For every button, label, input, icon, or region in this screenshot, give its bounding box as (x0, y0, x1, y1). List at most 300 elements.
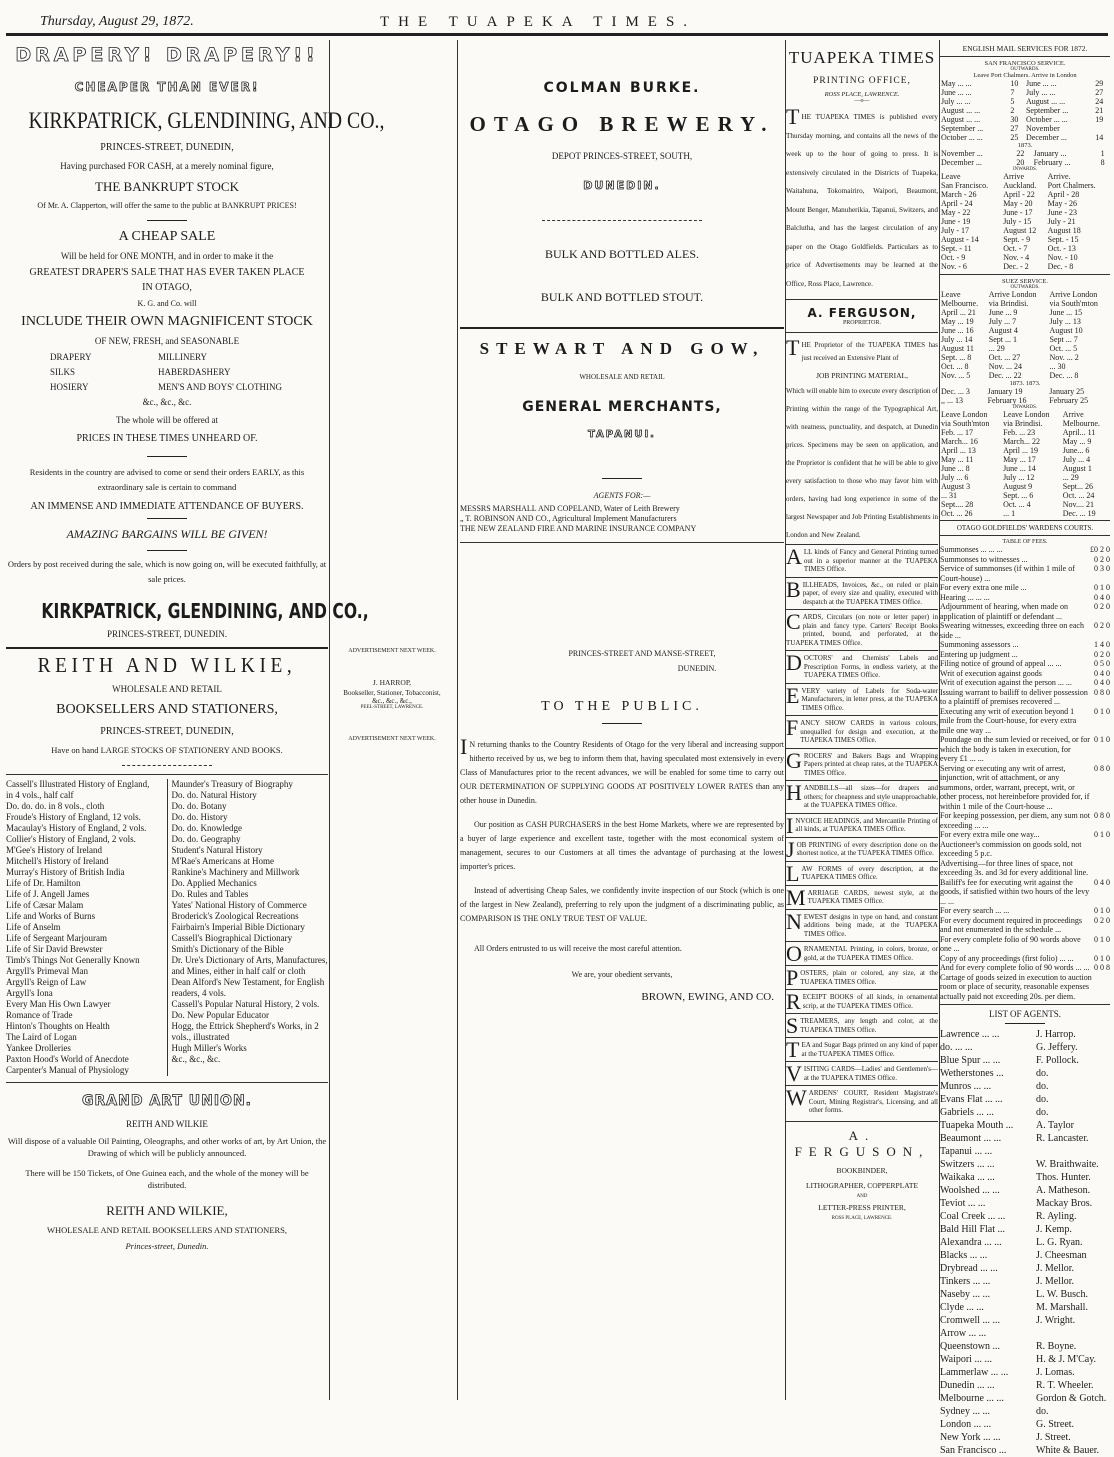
table-header-cell: via South'mton (941, 419, 990, 428)
agent-row (940, 1158, 1110, 1171)
times-intro: THE TUAPEKA TIMES is published every Thursday morning, and contains all the news of the week up to the hour of going to press. It is extensively circulated in the Districts of Tuapeka, Waitahuna, Tokomairiro, Waipori, Beaumont, Mount Benger, Manuherikia, Tapanui, Switzers, and Balclutha, and has the largest circulation of any paper on the Otago Goldfields. Particulars as to price of Advertisements may be learned at the Office, Ross Place, Lawrence. (786, 104, 938, 288)
table-header-cell: Arrive (1003, 172, 1025, 181)
table-cell: Oct. ... 24 (1062, 491, 1095, 500)
public-paragraph: IN returning thanks to the Country Residents of Otago for the very liberal and increasing support hitherto received by us, we beg to inform them that, having speculated most extensively in every Class of Manufactures prior to the recent advances, we will be enabled for some time to carry out OUR DETERMINATION OF SUPPLYING GOODS AT POSITIVELY LOWER RATES than any other house in Dunedin. (460, 734, 784, 805)
fee-row (940, 621, 1110, 640)
table-header-row (940, 419, 1110, 428)
rule (786, 299, 938, 300)
table-row (940, 473, 1110, 482)
table-cell: Nov. ... 5 (941, 371, 971, 380)
sf-inwards-table (940, 172, 1110, 271)
table-cell: 27 (1010, 124, 1019, 133)
agent-place: Drybread ... ... (940, 1263, 998, 1274)
table-row (940, 353, 1110, 362)
fee-row (940, 688, 1110, 707)
table-cell: Dec. ... 22 (988, 371, 1022, 380)
agent-name: do. (1036, 1081, 1049, 1092)
rule (940, 520, 1110, 521)
table-cell: August ... ... (941, 115, 981, 124)
depot-line: DEPOT PRINCES-STREET, SOUTH, (551, 151, 693, 161)
table-cell: February 16 (987, 396, 1027, 405)
table-row (940, 500, 1110, 509)
table-cell: May - 20 (1003, 199, 1033, 208)
fee-label: Poundage on the sum levied or received, or for which the body is taken in execution, for every £1 ... ... (940, 735, 1090, 763)
table-cell: July - 21 (1047, 217, 1076, 226)
firm-address: PRINCES-STREET, DUNEDIN. (106, 629, 228, 639)
book-item: in 4 vols., half calf (6, 790, 74, 800)
printing-ad: FANCY SHOW CARDS in various colours, unequalled for design and execution, at the TUAPEKA TIMES Office. (786, 715, 938, 748)
masthead-rule (6, 33, 1108, 36)
table-cell: Oct. ... 5 (1049, 344, 1078, 353)
plant-paragraph: Which will enable him to execute every description of Printing within the range of the Typographical Art, with neatness, punctuality, and despatch, at Dunedin prices. Specimens may be seen on application, and the Proprietor is confident that he will be able to give every satisfaction to those who may favor him with orders, having had long experience in some of the largest Newspaper and Job Printing Establishments in London and New Zealand. (786, 387, 939, 539)
intro-line: Having purchased FOR CASH, at a merely nominal figure, (60, 161, 274, 171)
agents-for: AGENTS FOR:— (593, 491, 651, 500)
agent-row (940, 1288, 1110, 1301)
agent-name: do. (1036, 1107, 1049, 1118)
agent-name: H. & J. M'Cay. (1036, 1354, 1097, 1365)
fee-amount: 0 4 0 (1094, 592, 1110, 602)
fee-label: For every extra mile one way... (940, 830, 1040, 839)
offered-line: The whole will be offered at (115, 415, 219, 425)
fee-label: Swearing witnesses, exceeding three on each side ... (940, 621, 1084, 640)
book-item: &c., &c., &c. (171, 1054, 221, 1064)
sale-line: K. G. and Co. will (137, 299, 197, 308)
table-cell: July ... 4 (1062, 455, 1091, 464)
table-cell: Nov. ... 24 (988, 362, 1023, 371)
table-cell: December ... (1025, 133, 1067, 142)
agent-place: Evans Flat ... ... (940, 1094, 1003, 1105)
agent-name: Mackay Bros. (1036, 1198, 1093, 1209)
fee-amount: 0 8 0 (1094, 811, 1110, 820)
fee-label: For every document required in proceedings and not enumerated in the schedule ... (940, 915, 1082, 934)
table-header-cell: Leave (941, 290, 961, 299)
rule (602, 478, 642, 479)
book-item: Argyll's Reign of Law (6, 977, 87, 987)
cheap-sale: A CHEAP SALE (118, 229, 216, 244)
book-item: Rankine's Machinery and Millwork (171, 867, 300, 877)
table-header-cell: Leave London (941, 410, 988, 419)
proprietor-line: PROPRIETOR. (842, 320, 882, 326)
goods-item: SILKS (50, 367, 76, 377)
year-label: 1873. 1873. (1009, 380, 1041, 387)
agent-name: W. Braithwaite. (1036, 1159, 1099, 1170)
sf-outwards-table (940, 79, 1110, 142)
table-cell: Sept. - 15 (1047, 235, 1079, 244)
table-cell: Dec. ... 8 (1049, 371, 1079, 380)
agent-place: Clyde ... ... (940, 1302, 984, 1313)
agent-row (940, 1145, 1110, 1158)
table-cell: Nov. - 10 (1047, 253, 1078, 262)
book-item: Do. do. Knowledge (171, 823, 242, 833)
table-cell: August 12 (1003, 226, 1037, 235)
ornament: —o— (854, 98, 870, 104)
rule (940, 56, 1110, 57)
agent-place: Lammerlaw ... ... (940, 1367, 1009, 1378)
table-cell: January 25 (1049, 387, 1085, 396)
table-cell: Sept.... 28 (941, 500, 974, 509)
table-cell: August 11 (941, 344, 974, 353)
printing-ad: CARDS, Circulars (on note or letter paper) in plain and fancy type. Carters' Receipt Books printed, bound, and perforated, at the TUAPEKA TIMES Office. (786, 609, 938, 650)
fee-label: Advertising—for three lines of space, not exceeding 3s. and 3d for every additional line. (940, 858, 1089, 877)
fee-label: Filing notice of ground of appeal ... ... (940, 659, 1062, 668)
book-item: Student's Natural History (171, 845, 263, 855)
table-cell: Nov. - 6 (941, 262, 967, 271)
book-item: Carpenter's Manual of Physiology (6, 1065, 129, 1075)
table-row (940, 326, 1110, 335)
table-cell: October ... ... (941, 133, 983, 142)
agents-list (460, 504, 784, 534)
table-cell: 24 (1095, 97, 1104, 106)
table-cell: Oct. ... 4 (1003, 500, 1031, 509)
table-cell: February 25 (1049, 396, 1089, 405)
printing-ad: STREAMERS, any length and color, at the TUAPEKA TIMES Office. (786, 1013, 938, 1038)
agent-name: R. T. Wheeler. (1036, 1380, 1094, 1391)
lithographer-line: LITHOGRAPHER, COPPERPLATE (805, 1180, 919, 1190)
fee-row (940, 707, 1110, 736)
column-1 (6, 40, 385, 1400)
agent-place: Alexandra ... ... (940, 1237, 1002, 1248)
harrop-trade: Bookseller, Stationer, Tobacconist, (343, 689, 441, 697)
cheaper-subheadline: CHEAPER THAN EVER! (74, 80, 260, 94)
table-cell: Nov. ... 2 (1049, 353, 1079, 362)
table-cell: 27 (1095, 88, 1104, 97)
fee-amount: 0 1 0 (1094, 735, 1110, 744)
column-3 (460, 40, 784, 1400)
table-row (940, 317, 1110, 326)
book-item: Cassell's Illustrated History of England, (6, 779, 150, 789)
otago-brewery: OTAGO BREWERY. (469, 112, 775, 136)
firm-name: KIRKPATRICK, GLENDINING, AND CO., (28, 108, 385, 133)
table-cell: April ... 19 (1003, 446, 1038, 455)
rule (460, 542, 784, 543)
book-list-right (168, 779, 329, 1076)
book-item: Do. do. Botany (171, 801, 227, 811)
fee-row (940, 830, 1110, 840)
printing-ad: ALL kinds of Fancy and General Printing turned out in a superior manner at the TUAPEKA TIMES Office. (786, 544, 938, 577)
fee-amount: 0 2 0 (1094, 554, 1110, 564)
fee-row (940, 735, 1110, 764)
and-line: AND (856, 1193, 868, 1199)
table-cell: July ... ... (1025, 88, 1056, 97)
newspaper-title: THE TUAPEKA TIMES. (380, 14, 697, 30)
agent-name: G. Street. (1036, 1419, 1075, 1430)
table-header-cell: Arrive London (1049, 290, 1098, 299)
table-cell: Sept. ... 6 (1003, 491, 1034, 500)
table-cell: Sept. - 9 (1003, 235, 1031, 244)
table-cell: April - 24 (941, 199, 973, 208)
agent-name: J. Street. (1036, 1432, 1071, 1443)
table-cell: Sept. ... 8 (941, 353, 972, 362)
table-cell: 30 (1010, 115, 1019, 124)
agent-place: Beaumont ... ... (940, 1133, 1002, 1144)
table-cell: June... 6 (1062, 446, 1090, 455)
letterpress-line: LETTER-PRESS PRINTER, (818, 1202, 906, 1212)
agent-row (940, 1444, 1110, 1457)
attendance-line: AN IMMENSE AND IMMEDIATE ATTENDANCE OF BUYERS. (30, 501, 304, 512)
table-cell: May - 26 (1047, 199, 1077, 208)
fee-row (940, 954, 1110, 964)
agent-row (940, 1093, 1110, 1106)
mail-services-title: ENGLISH MAIL SERVICES FOR 1872. (962, 44, 1088, 53)
table-cell: July - 17 (941, 226, 969, 235)
agent-row (940, 1431, 1110, 1444)
fee-row (940, 669, 1110, 679)
agent-row (940, 1028, 1110, 1041)
table-cell: July ... 13 (1049, 317, 1081, 326)
book-item: Dean Alford's New Testament, for English readers, 4 vols. (171, 977, 325, 998)
fee-label: Copy of any proceedings (first folio) ... ... (940, 953, 1074, 963)
table-cell: August 18 (1047, 226, 1081, 235)
fee-label: And for every complete folio of 90 words ... ... (940, 963, 1090, 972)
fee-amount: £0 2 0 (1090, 545, 1110, 554)
agent-place: Melbourne ... ... (940, 1393, 1004, 1404)
table-row (940, 428, 1110, 437)
suez-outwards-table (940, 387, 1110, 405)
agent-name: G. Jeffery. (1036, 1042, 1078, 1053)
printing-ad: NEWEST designs in type on hand, and constant additions being made, at the TUAPEKA TIMES Office. (786, 909, 938, 942)
table-row (940, 262, 1110, 271)
table-header-cell: Arrive London (988, 290, 1037, 299)
agent-row (940, 1392, 1110, 1405)
agent-name: do. (1036, 1068, 1049, 1079)
table-cell: 2 (1010, 106, 1015, 115)
table-cell: 29 (1095, 79, 1104, 88)
fee-amount: 0 1 0 (1094, 583, 1110, 592)
agent-place: Sydney ... ... (940, 1406, 990, 1417)
agent-place: New York ... ... (940, 1432, 1001, 1443)
table-header-cell: Leave London (1003, 410, 1050, 419)
agent-row (940, 1119, 1110, 1132)
printing-ad: LAW FORMS of every description, at the TUAPEKA TIMES Office. (786, 860, 938, 886)
fee-amount: 0 8 0 (1094, 763, 1110, 773)
table-cell: 8 (1100, 158, 1105, 167)
table-row (940, 396, 1110, 405)
book-item: Macaulay's History of England, 2 vols. (6, 823, 147, 833)
table-cell: July ... 14 (941, 335, 973, 344)
table-cell: January ... (1033, 149, 1067, 158)
table-row (940, 371, 1110, 380)
agent-row (940, 1249, 1110, 1262)
table-header-cell: Auckland. (1003, 181, 1037, 190)
table-cell: Sept ... 7 (1049, 335, 1078, 344)
agent-place: Tapanui ... ... (940, 1146, 993, 1157)
table-row (940, 387, 1110, 396)
table-cell: March - 26 (941, 190, 977, 199)
tickets-notice: There will be 150 Tickets, of One Guinea each, and the whole of the money will be distributed. (25, 1168, 309, 1190)
table-row (940, 344, 1110, 353)
table-header-cell: Arrive. (1047, 172, 1071, 181)
printing-ad: VISITING CARDS—Ladies' and Gentlemen's—at the TUAPEKA TIMES Office. (786, 1061, 938, 1086)
table-cell: Sept... 26 (1062, 482, 1093, 491)
public-paragraph: Our position as CASH PURCHASERS in the best Home Markets, where we are represented by a buyer of large experience and excellent taste, together with the most economical system of management, secures to our Customers at all times the advantage of purchasing at the lowest importer's prices. (460, 820, 784, 871)
fee-row (940, 555, 1110, 565)
rule (6, 647, 328, 649)
servants-line: We are, your obedient servants, (571, 970, 673, 979)
agent-place: Waikaka ... ... (940, 1172, 995, 1183)
table-header-cell: via Brindisi. (988, 299, 1029, 308)
book-item: M'Gee's History of Ireland (6, 845, 102, 855)
table-cell: 10 (1010, 79, 1019, 88)
table-row (940, 437, 1110, 446)
agent-row (940, 1171, 1110, 1184)
agent-place: Blacks ... ... (940, 1250, 988, 1261)
table-row (940, 97, 1110, 106)
agent-name: J. Mellor. (1036, 1263, 1075, 1274)
bargains-line: AMAZING BARGAINS WILL BE GIVEN! (66, 527, 268, 541)
drapery-headline: DRAPERY! DRAPERY!! (15, 44, 319, 66)
table-cell: Dec. ... 19 (1062, 509, 1096, 518)
stout-line: BULK AND BOTTLED STOUT. (540, 290, 704, 304)
fee-row (940, 973, 1110, 1002)
table-cell: Oct. ... 26 (941, 509, 973, 518)
table-row (940, 253, 1110, 262)
rule (6, 1082, 328, 1083)
rule (940, 274, 1110, 275)
reith-wilkie-heading: REITH AND WILKIE, (37, 653, 297, 677)
agent-row (940, 1314, 1110, 1327)
dunedin-line: DUNEDIN. (677, 664, 717, 673)
table-cell: August - 14 (941, 235, 979, 244)
agent-row (940, 1327, 1110, 1340)
table-cell: 5 (1010, 97, 1015, 106)
sf-outwards-table (940, 149, 1110, 167)
table-cell: 20 (1016, 158, 1025, 167)
fee-amount: 0 8 0 (1094, 687, 1110, 697)
table-row (940, 491, 1110, 500)
column-4 (786, 40, 938, 1400)
table-cell: July ... 7 (988, 317, 1017, 326)
fee-label: For every extra one mile ... (940, 583, 1027, 592)
fee-amount: 0 4 0 (1094, 668, 1110, 678)
plant-paragraph: THE Proprietor of the TUAPEKA TIMES has just received an Extensive Plant of (786, 335, 938, 362)
agent-name: L. W. Busch. (1036, 1289, 1088, 1300)
book-item: Fairbairn's Imperial Bible Dictionary (171, 922, 305, 932)
book-item: Yates' National History of Commerce (171, 900, 307, 910)
year-label: 1873. (1017, 142, 1033, 149)
table-row (940, 79, 1110, 88)
table-cell: Nov.... 21 (1062, 500, 1095, 509)
table-cell: May ... ... (941, 79, 972, 88)
table-cell: Dec. - 2 (1003, 262, 1029, 271)
column-5 (940, 40, 1110, 1456)
agent-place: do. ... ... (940, 1042, 973, 1053)
goods-item: HABERDASHERY (158, 367, 231, 377)
fee-row (940, 963, 1110, 973)
book-item: Yankee Drolleries (6, 1043, 71, 1053)
table-row (940, 235, 1110, 244)
suez-outwards-table (940, 290, 1110, 380)
table-header-row (940, 410, 1110, 419)
table-row (940, 308, 1110, 317)
suez-inwards-table (940, 410, 1110, 518)
fee-row (940, 545, 1110, 555)
wholesale-line: WHOLESALE AND RETAIL (579, 373, 665, 381)
table-cell: February ... (1033, 158, 1071, 167)
fee-amount: 0 5 0 (1094, 659, 1110, 668)
table-cell: June - 17 (1003, 208, 1033, 217)
table-cell: Feb. ... 17 (941, 428, 973, 437)
book-item: Cassell's Biographical Dictionary (171, 933, 293, 943)
rule (147, 518, 187, 519)
ornament (542, 220, 702, 221)
agent-name: J. Mellor. (1036, 1276, 1075, 1287)
agent-place: Munros ... ... (940, 1081, 992, 1092)
table-cell: May ... 17 (1003, 455, 1036, 464)
column-2 (330, 40, 454, 1400)
table-row (940, 190, 1110, 199)
table-cell: ... 1 (1003, 509, 1016, 518)
ales-line: BULK AND BOTTLED ALES. (545, 247, 699, 261)
fee-label: Summonses ... ... ... (940, 545, 1003, 554)
table-row (940, 482, 1110, 491)
firm-address: PRINCES-STREET, DUNEDIN, (100, 142, 234, 153)
table-cell: November ... (941, 149, 983, 158)
printing-ad: ORNAMENTAL Printing, in colors, bronze, or gold, at the TUAPEKA TIMES Office. (786, 941, 938, 966)
sf-header: Leave Port Chalmers. Arrive in London (973, 72, 1077, 79)
fee-row (940, 678, 1110, 688)
table-cell: June ... 9 (988, 308, 1018, 317)
table-cell: December ... (941, 158, 982, 167)
tuapeka-times-heading: TUAPEKA TIMES (788, 48, 936, 67)
colman-burke: COLMAN BURKE. (543, 80, 701, 96)
prices-line: PRICES IN THESE TIMES UNHEARD OF. (76, 433, 258, 444)
agent-place: Waipori ... ... (940, 1354, 992, 1365)
agent-place: Coal Creek ... ... (940, 1211, 1006, 1222)
book-item: Smith's Dictionary of the Bible (171, 944, 284, 954)
table-row (940, 149, 1110, 158)
advertisement-notice: ADVERTISEMENT NEXT WEEK. (348, 736, 436, 742)
book-item: Murray's History of British India (6, 867, 125, 877)
table-cell: 25 (1010, 133, 1019, 142)
fee-label: For keeping possession, per diem, any sum not exceeding ... ... (940, 811, 1090, 830)
book-list (6, 774, 328, 1076)
advertisement-notice: ADVERTISEMENT NEXT WEEK. (348, 648, 436, 654)
goods-list (50, 350, 328, 395)
table-row (940, 335, 1110, 344)
outwards-label: OUTWARDS. (1010, 285, 1040, 290)
bookbinder-line: BOOKBINDER, (836, 1165, 888, 1175)
fee-row (940, 764, 1110, 812)
agent-name: F. Pollock. (1036, 1055, 1079, 1066)
agent-place: Tinkers ... ... (940, 1276, 991, 1287)
wholesale-line: WHOLESALE AND RETAIL (112, 684, 222, 694)
address-line: PRINCES-STREET, DUNEDIN, (100, 726, 234, 737)
table-cell: August 9 (1003, 482, 1033, 491)
book-item: Life of Sergeant Marjouram (6, 933, 108, 943)
harrop-address: PEEL-STREET, LAWRENCE. (360, 705, 424, 710)
fee-amount: 0 0 8 (1094, 963, 1110, 972)
book-item: Argyll's Iona (6, 988, 53, 998)
agent-row (940, 1080, 1110, 1093)
masthead (0, 0, 1114, 38)
table-header-row (940, 299, 1110, 308)
table-cell: September ... (1025, 106, 1069, 115)
agent-place: Lawrence ... ... (940, 1029, 1000, 1040)
agent-name: J. Harrop. (1036, 1029, 1076, 1040)
ferguson-footer-heading: A. FERGUSON, (794, 1127, 930, 1159)
table-header-cell: San Francisco. (941, 181, 989, 190)
fee-amount: 0 1 0 (1094, 953, 1110, 963)
fee-row (940, 650, 1110, 660)
agent-name: J. Wright. (1036, 1315, 1076, 1326)
book-item: Do. Applied Mechanics (171, 878, 257, 888)
fee-label: Entering up judgment ... (940, 649, 1018, 659)
table-cell: May ... 9 (1062, 437, 1092, 446)
inwards-label: INWARDS. (1012, 405, 1038, 410)
table-header-cell: Port Chalmers. (1047, 181, 1096, 190)
fee-amount: 0 1 0 (1094, 906, 1110, 915)
book-item: Argyll's Primeval Man (6, 966, 88, 976)
